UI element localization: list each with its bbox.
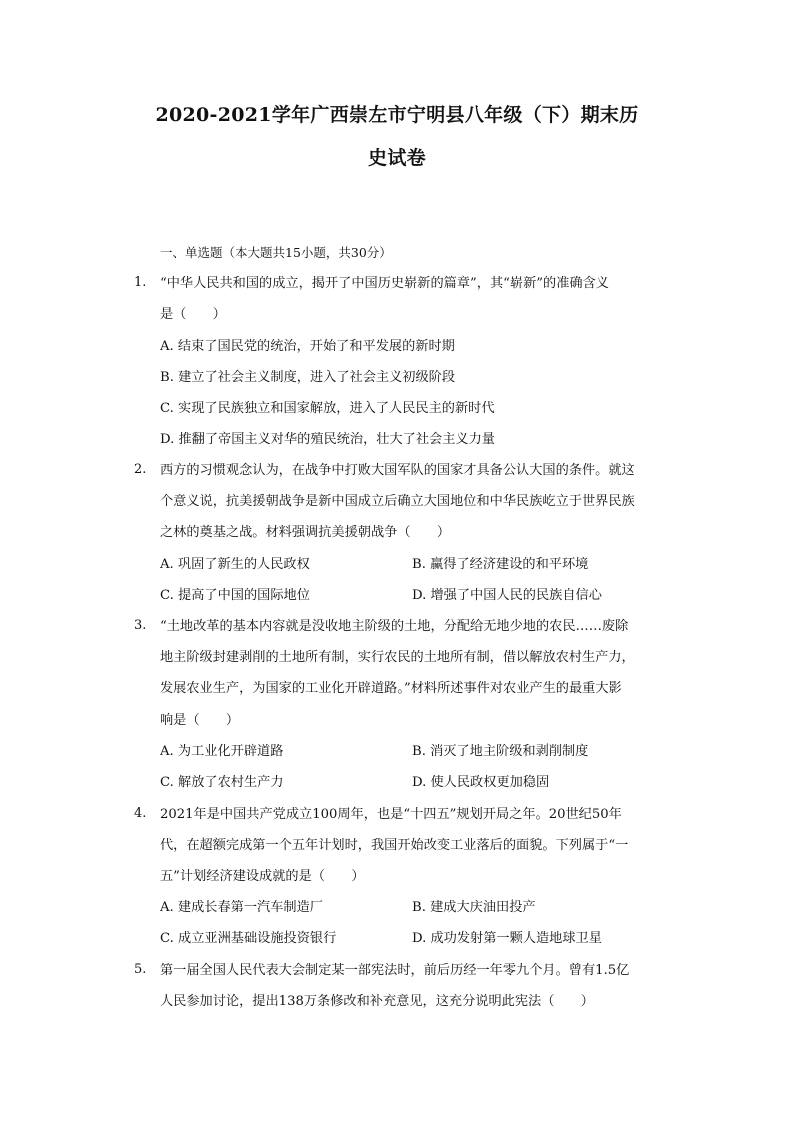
option-b: B. 赢得了经济建设的和平环境 xyxy=(412,557,589,572)
question-stem-line: 个意义说，抗美援朝战争是新中国成立后确立大国地位和中华民族屹立于世界民族 xyxy=(160,494,635,509)
question-stem-line: 2021年是中国共产党成立100周年，也是“十四五”规划开局之年。20世纪50年 xyxy=(160,807,622,822)
option-a: A. 结束了国民党的统治，开始了和平发展的新时期 xyxy=(160,339,455,354)
option-a: A. 建成长春第一汽车制造厂 xyxy=(160,900,323,915)
option-c: C. 实现了民族独立和国家解放，进入了人民民主的新时代 xyxy=(160,401,495,416)
page-title: 2020-2021学年广西崇左市宁明县八年级（下）期末历 xyxy=(155,104,639,126)
page-title-continued: 史试卷 xyxy=(368,147,426,169)
question-stem-line: 人民参加讨论，提出138万条修改和补充意见，这充分说明此宪法（ ） xyxy=(160,994,594,1009)
option-d: D. 推翻了帝国主义对华的殖民统治，壮大了社会主义力量 xyxy=(160,432,495,447)
option-d: D. 成功发射第一颗人造地球卫星 xyxy=(412,931,602,946)
question-stem-line: 是（ ） xyxy=(160,307,226,322)
section-heading: 一、单选题（本大题共15小题，共30分） xyxy=(160,245,392,260)
question-number: 4. xyxy=(134,806,147,821)
option-b: B. 消灭了地主阶级和剥削制度 xyxy=(412,744,589,759)
question-stem-line: 五”计划经济建设成就的是（ ） xyxy=(160,869,365,884)
question-stem-line: 响是（ ） xyxy=(160,713,240,728)
question-stem-line: 代，在超额完成第一个五年计划时，我国开始改变工业落后的面貌。下列属于“一 xyxy=(160,838,629,853)
question-number: 3. xyxy=(134,618,147,633)
option-b: B. 建立了社会主义制度，进入了社会主义初级阶段 xyxy=(160,370,456,385)
option-a: A. 为工业化开辟道路 xyxy=(160,744,284,759)
option-c: C. 提高了中国的国际地位 xyxy=(160,588,310,603)
question-stem-line: 之林的奠基之战。材料强调抗美援朝战争（ ） xyxy=(160,525,451,540)
option-d: D. 使人民政权更加稳固 xyxy=(412,775,550,790)
question-stem-line: 发展农业生产，为国家的工业化开辟道路。”材料所述事件对农业产生的最重大影 xyxy=(160,681,622,696)
question-stem-line: 地主阶级封建剥削的土地所有制，实行农民的土地所有制，借以解放农村生产力， xyxy=(160,650,635,665)
question-number: 1. xyxy=(134,275,147,290)
option-c: C. 成立亚洲基础设施投资银行 xyxy=(160,931,337,946)
question-number: 2. xyxy=(134,462,147,477)
question-stem-line: “土地改革的基本内容就是没收地主阶级的土地，分配给无地少地的农民……废除 xyxy=(160,619,629,634)
question-stem-line: 第一届全国人民代表大会制定某一部宪法时，前后历经一年零九个月。曾有1.5亿 xyxy=(160,963,630,978)
option-a: A. 巩固了新生的人民政权 xyxy=(160,557,310,572)
option-c: C. 解放了农村生产力 xyxy=(160,775,284,790)
question-stem-line: “中华人民共和国的成立，揭开了中国历史崭新的篇章”，其“崭新”的准确含义 xyxy=(160,276,609,291)
question-number: 5. xyxy=(134,962,147,977)
option-d: D. 增强了中国人民的民族自信心 xyxy=(412,588,602,603)
option-b: B. 建成大庆油田投产 xyxy=(412,900,536,915)
question-stem-line: 西方的习惯观念认为，在战争中打败大国军队的国家才具备公认大国的条件。就这 xyxy=(160,463,635,478)
